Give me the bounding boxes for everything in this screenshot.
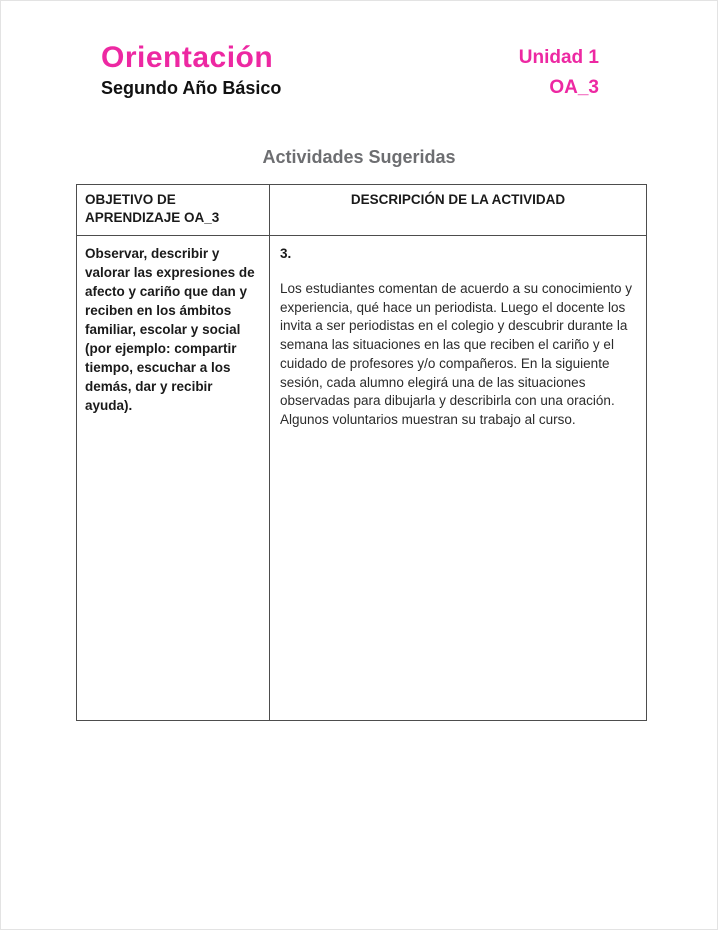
oa-label: OA_3	[549, 77, 599, 98]
document-subtitle: Segundo Año Básico	[101, 78, 282, 98]
activity-cell	[270, 236, 647, 721]
activities-table	[76, 184, 647, 721]
section-title: Actividades Sugeridas	[262, 147, 456, 167]
document-header	[1, 1, 717, 101]
objective-cell	[77, 236, 270, 721]
header-left	[101, 41, 281, 101]
header-right	[519, 41, 599, 101]
objective-text: Observar, describir y valorar las expresiones de afecto y cariño que dan y reciben en los ámbitos familiar, escolar y social (por ejemplo: compartir tiempo, escuchar a los demás, dar y recibir ayuda).	[85, 246, 255, 413]
objective-header-cell: OBJETIVO DE APRENDIZAJE OA_3	[77, 185, 270, 236]
description-header-cell: DESCRIPCIÓN DE LA ACTIVIDAD	[270, 185, 647, 236]
document-title: Orientación	[101, 41, 274, 74]
activity-description: Los estudiantes comentan de acuerdo a su conocimiento y experiencia, qué hace un periodista. Luego el docente los invita a ser periodistas en el colegio y descubrir durante la semana las situaciones en las que reciben el cariño y el cuidado de profesores y/o compañeros. En la siguiente sesión, cada alumno elegirá una de las situaciones observadas para dibujarla y describirla con una oración. Algunos voluntarios muestran su trabajo al curso.	[280, 281, 632, 427]
unit-label: Unidad 1	[518, 47, 599, 68]
activity-number: 3.	[280, 246, 292, 261]
table-header-row	[77, 185, 647, 236]
table-body-row	[77, 236, 647, 721]
